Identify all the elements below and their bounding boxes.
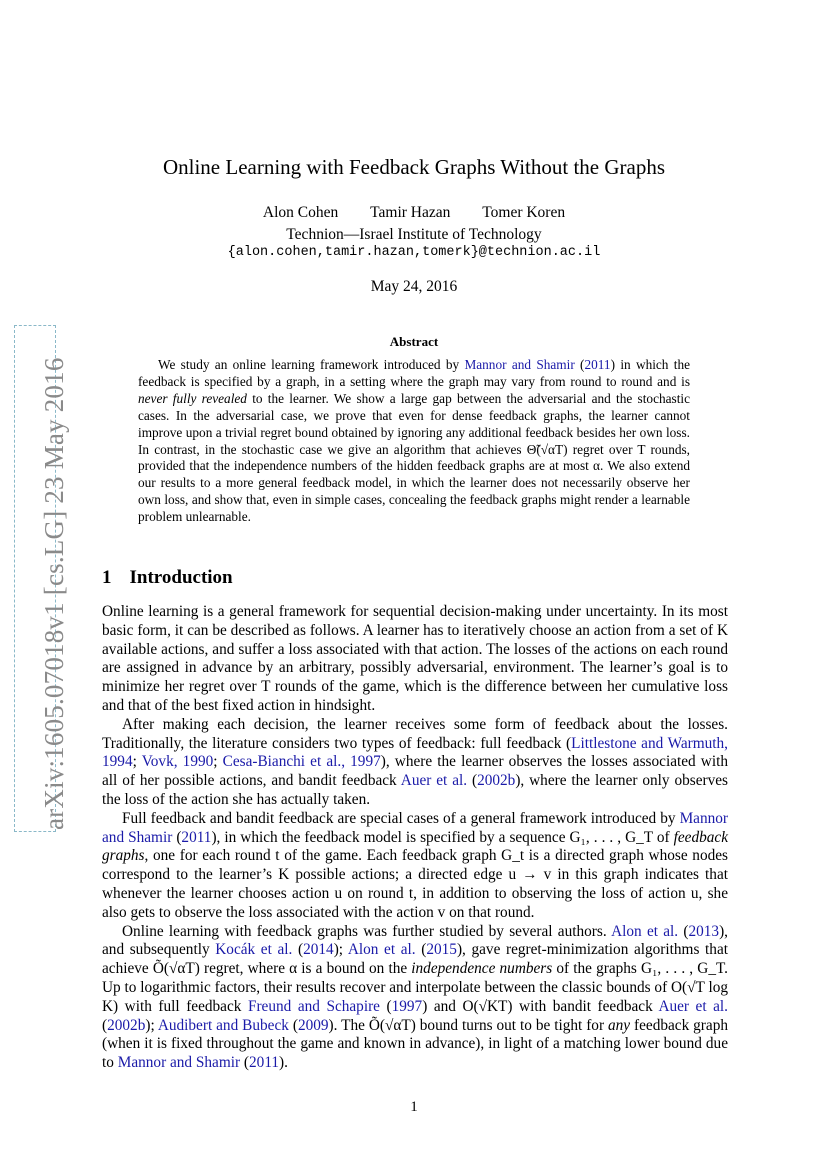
citation-link[interactable]: 2013 [688, 922, 720, 940]
author-name: Alon Cohen [262, 204, 339, 221]
citation-link[interactable]: Mannor and Shamir [117, 1054, 241, 1072]
citation-link[interactable]: 2002b [107, 1016, 146, 1034]
citation-link[interactable]: 2011 [181, 828, 212, 846]
citation-link[interactable]: 2009 [297, 1016, 329, 1034]
abstract-text: We study an online learning framework introduced by Mannor and Shamir (2011) in which the feedback is specified by a graph, in a setting where the graph may vary from round to round and is never fully revealed to the learner. We show a large gap between the adversarial and the stochastic cases. In the adversarial case, we prove that even for dense feedback graphs, the learner cannot improve upon a trivial regret bound obtained by ignoring any additional feedback besides her own loss. In contrast, in the stochastic case we give an algorithm that achieves Θ̃(√αT) regret over T rounds, provided that the independence numbers of the hidden feedback graphs are at most α. We also extend our results to a more general feedback model, in which the learner does not necessarily observe her own loss, and show that, even in simple cases, concealing the feedback graphs might render a learnable problem unlearnable. [138, 357, 691, 525]
citation-link[interactable]: Auer et al. [400, 772, 468, 790]
citation-link[interactable]: Vovk, 1990 [141, 753, 214, 771]
citation-link[interactable]: Auer et al. [658, 997, 728, 1015]
paragraph: Full feedback and bandit feedback are special cases of a general framework introduced by Mannor and Shamir (2011), in which the feedback model is specified by a sequence G₁, . . . , G_T of feedback graphs, one for each round t of the game. Each feedback graph G_t is a directed graph whose nodes correspond to the learner’s K possible actions; a directed edge u → v in this graph indicates that whenever the learner chooses action u on round t, in addition to observing the loss of action u, she also gets to observe the loss associated with the action v on that round. [102, 809, 728, 921]
citation-link[interactable]: 2002b [477, 772, 516, 790]
affiliation: Technion—Israel Institute of Technology [286, 226, 542, 243]
citation-link[interactable]: 2014 [303, 941, 334, 959]
citation-link[interactable]: 2011 [249, 1054, 280, 1072]
citation-link[interactable]: Cesa-Bianchi et al., 1997 [222, 753, 381, 771]
paragraph: Online learning is a general framework for sequential decision-making under uncertainty. In its most basic form, it can be described as follows. A learner has to iteratively choose an action from a set of K available actions, and suffer a loss associated with that action. The losses of the actions on each round are assigned in advance by an arbitrary, possibly adversarial, environment. The learner’s goal is to minimize her regret over T rounds of the game, which is the difference between her cumulative loss and that of the best fixed action in hindsight. [102, 603, 728, 714]
arxiv-identifier: arXiv:1605.07018v1 [cs.LG] 23 May 2016 [39, 357, 69, 830]
introduction-body [102, 603, 728, 1073]
citation-link[interactable]: Mannor and Shamir [102, 809, 728, 846]
page-number: 1 [410, 1099, 418, 1115]
citation-link[interactable]: Alon et al. [611, 922, 679, 940]
citation-link[interactable]: Mannor and Shamir [464, 357, 575, 372]
paper-title: Online Learning with Feedback Graphs Without the Graphs [162, 155, 666, 179]
abstract-heading: Abstract [389, 334, 439, 349]
citation-link[interactable]: 2011 [584, 357, 611, 372]
author-emails: {alon.cohen,tamir.hazan,tomerk}@technion.ac.il [227, 245, 601, 260]
citation-link[interactable]: Littlestone and Warmuth, 1994 [102, 734, 728, 771]
section-heading: 1 Introduction [102, 567, 233, 588]
citation-link[interactable]: Audibert and Bubeck [157, 1016, 289, 1034]
paper-date: May 24, 2016 [370, 278, 458, 295]
author-name: Tomer Koren [482, 204, 566, 221]
citation-link[interactable]: Alon et al. [347, 941, 416, 959]
citation-link[interactable]: Freund and Schapire [247, 997, 380, 1015]
paragraph: Online learning with feedback graphs was further studied by several authors. Alon et al. (2013), and subsequently Kocák et al. (2014); Alon et al. (2015), gave regret-minimization algorithms that achieve Õ(√αT) regret, where α is a bound on the independence numbers of the graphs G₁, . . . , G_T. Up to logarithmic factors, their results recover and interpolate between the classic bounds of O(√T log K) with full feedback Freund and Schapire (1997) and O(√KT) with bandit feedback Auer et al. (2002b); Audibert and Bubeck (2009). The Õ(√αT) bound turns out to be tight for any feedback graph (when it is fixed throughout the game and known in advance), in light of a matching lower bound due to Mannor and Shamir (2011). [102, 922, 729, 1072]
author-name: Tamir Hazan [370, 204, 451, 221]
paragraph: After making each decision, the learner receives some form of feedback about the losses. Traditionally, the literature considers two types of feedback: full feedback (Littlestone and Warmuth, 1994; Vovk, 1990; Cesa-Bianchi et al., 1997), where the learner observes the losses associated with all of her possible actions, and bandit feedback Auer et al. (2002b), where the learner only observes the loss of the action she has actually taken. [102, 715, 728, 808]
citation-link[interactable]: Kocák et al. [215, 941, 293, 959]
citation-link[interactable]: 1997 [391, 997, 423, 1015]
citation-link[interactable]: 2015 [426, 941, 457, 959]
author-list [0, 204, 828, 222]
